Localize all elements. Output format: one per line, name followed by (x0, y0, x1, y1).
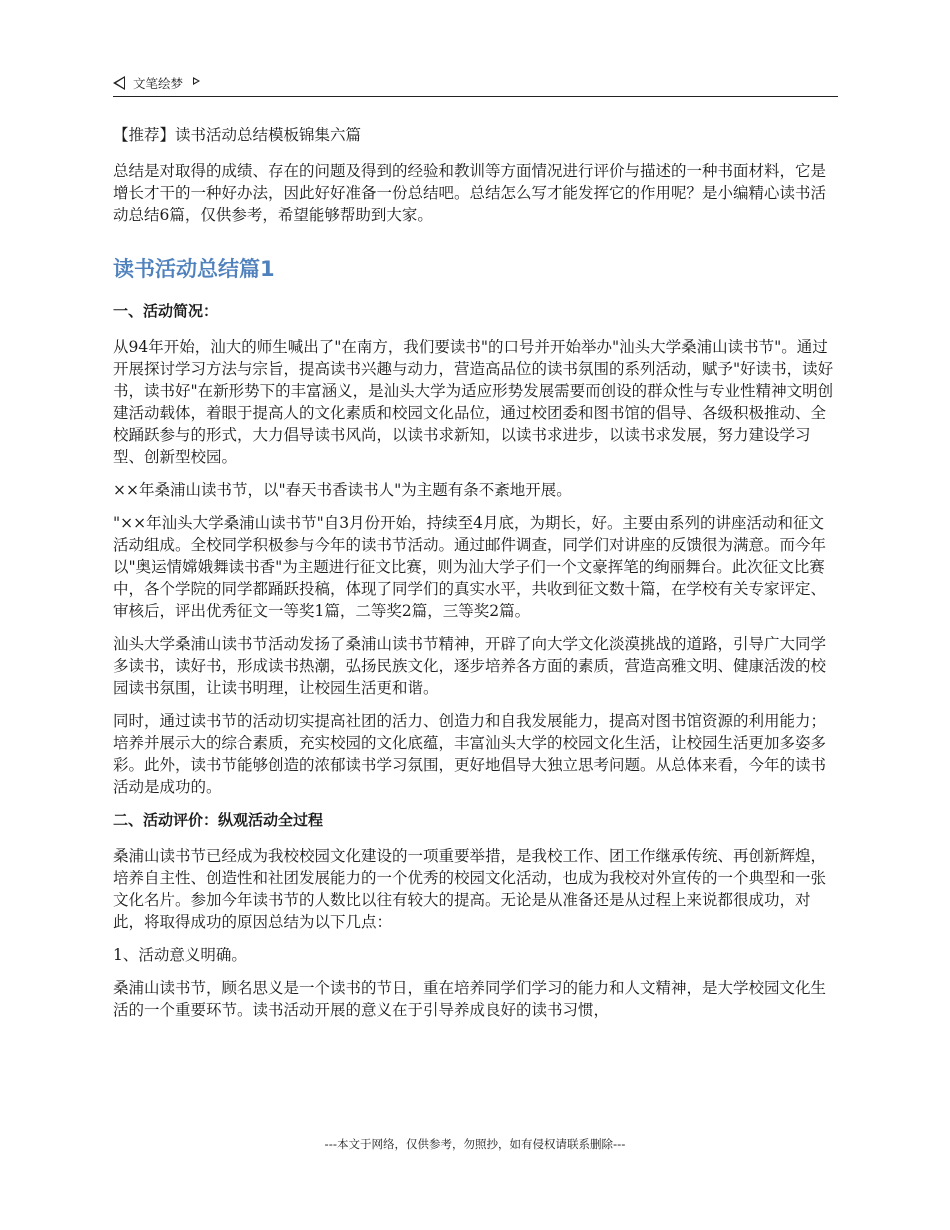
paragraph: 桑浦山读书节，顾名思义是一个读书的节日，重在培养同学们学习的能力和人文精神，是大学校园文化生活的一个重要环节。读书活动开展的意义在于引导养成良好的读书习惯， (113, 979, 827, 1019)
page-header (113, 70, 838, 97)
subheading-overview: 一、活动简况： (113, 302, 219, 320)
paragraph: 桑浦山读书节已经成为我校校园文化建设的一项重要举措，是我校工作、团工作继承传统、再创新辉煌，培养自主性、创造性和社团发展能力的一个优秀的校园文化活动，也成为我校对外宣传的一个典型和一张文化名片。参加今年读书节的人数比以往有较大的提高。无论是从准备还是从过程上来说都很成功，对此，将取得成功的原因总结为以下几点： (113, 847, 827, 931)
triangle-left-icon (113, 76, 125, 90)
paragraph: "××年汕头大学桑浦山读书节"自3月份开始，持续至4月底，为期长，好。主要由系列的讲座活动和征文活动组成。全校同学积极参与今年的读书节活动。通过邮件调查，同学们对讲座的反馈很为满意。而今年以"奥运情嫦娥舞读书香"为主题进行征文比赛，则为汕大学子们一个文豪挥笔的绚丽舞台。此次征文比赛中，各个学院的同学都踊跃投稿，体现了同学们的真实水平，共收到征文数十篇，在学校有关专家评定、审核后，评出优秀征文一等奖1篇，二等奖2篇，三等奖2篇。 (113, 514, 827, 620)
document-title: 【推荐】读书活动总结模板锦集六篇 (113, 126, 362, 144)
paragraph: 从94年开始，汕大的师生喊出了"在南方，我们要读书"的口号并开始举办"汕头大学桑浦山读书节"。通过开展探讨学习方法与宗旨，提高读书兴趣与动力，营造高品位的读书氛围的系列活动，赋予"好读书，读好书，读书好"在新形势下的丰富涵义，是汕头大学为适应形势发展需要而创设的群众性与专业性精神文明创建活动载体，着眼于提高人的文化素质和校园文化品位，通过校团委和图书馆的倡导、各级积极推动、全校踊跃参与的形式，大力倡导读书风尚，以读书求新知，以读书求进步，以读书求发展，努力建设学习型、创新型校园。 (113, 338, 834, 466)
header-brand: 文笔绘梦 (133, 76, 184, 91)
intro-paragraph: 总结是对取得的成绩、存在的问题及得到的经验和教训等方面情况进行评价与描述的一种书面材料，它是增长才干的一种好办法，因此好好准备一份总结吧。总结怎么写才能发挥它的作用呢？是小编精心读书活动总结6篇，仅供参考，希望能够帮助到大家。 (113, 162, 827, 224)
section-heading: 读书活动总结篇1 (113, 257, 275, 281)
page-footer: ---本文于网络，仅供参考，勿照抄，如有侵权请联系删除--- (324, 1137, 626, 1151)
paragraph: 汕头大学桑浦山读书节活动发扬了桑浦山读书节精神，开辟了向大学文化淡漠挑战的道路，引导广大同学多读书，读好书，形成读书热潮，弘扬民族文化，逐步培养各方面的素质，营造高雅文明、健康活泼的校园读书氛围，让读书明理，让校园生活更和谐。 (113, 635, 827, 697)
paragraph: 同时，通过读书节的活动切实提高社团的活力、创造力和自我发展能力，提高对图书馆资源的利用能力；培养并展示大的综合素质，充实校园的文化底蕴，丰富汕头大学的校园文化生活，让校园生活更加多姿多彩。此外，读书节能够创造的浓郁读书学习氛围，更好地倡导大独立思考问题。从总体来看，今年的读书活动是成功的。 (113, 712, 827, 796)
document-body (113, 124, 838, 1032)
triangle-right-icon (193, 77, 200, 85)
paragraph: 1、活动意义明确。 (113, 946, 247, 964)
paragraph: ××年桑浦山读书节，以"春天书香读书人"为主题有条不紊地开展。 (113, 481, 572, 499)
subheading-evaluation: 二、活动评价：纵观活动全过程 (113, 811, 324, 829)
